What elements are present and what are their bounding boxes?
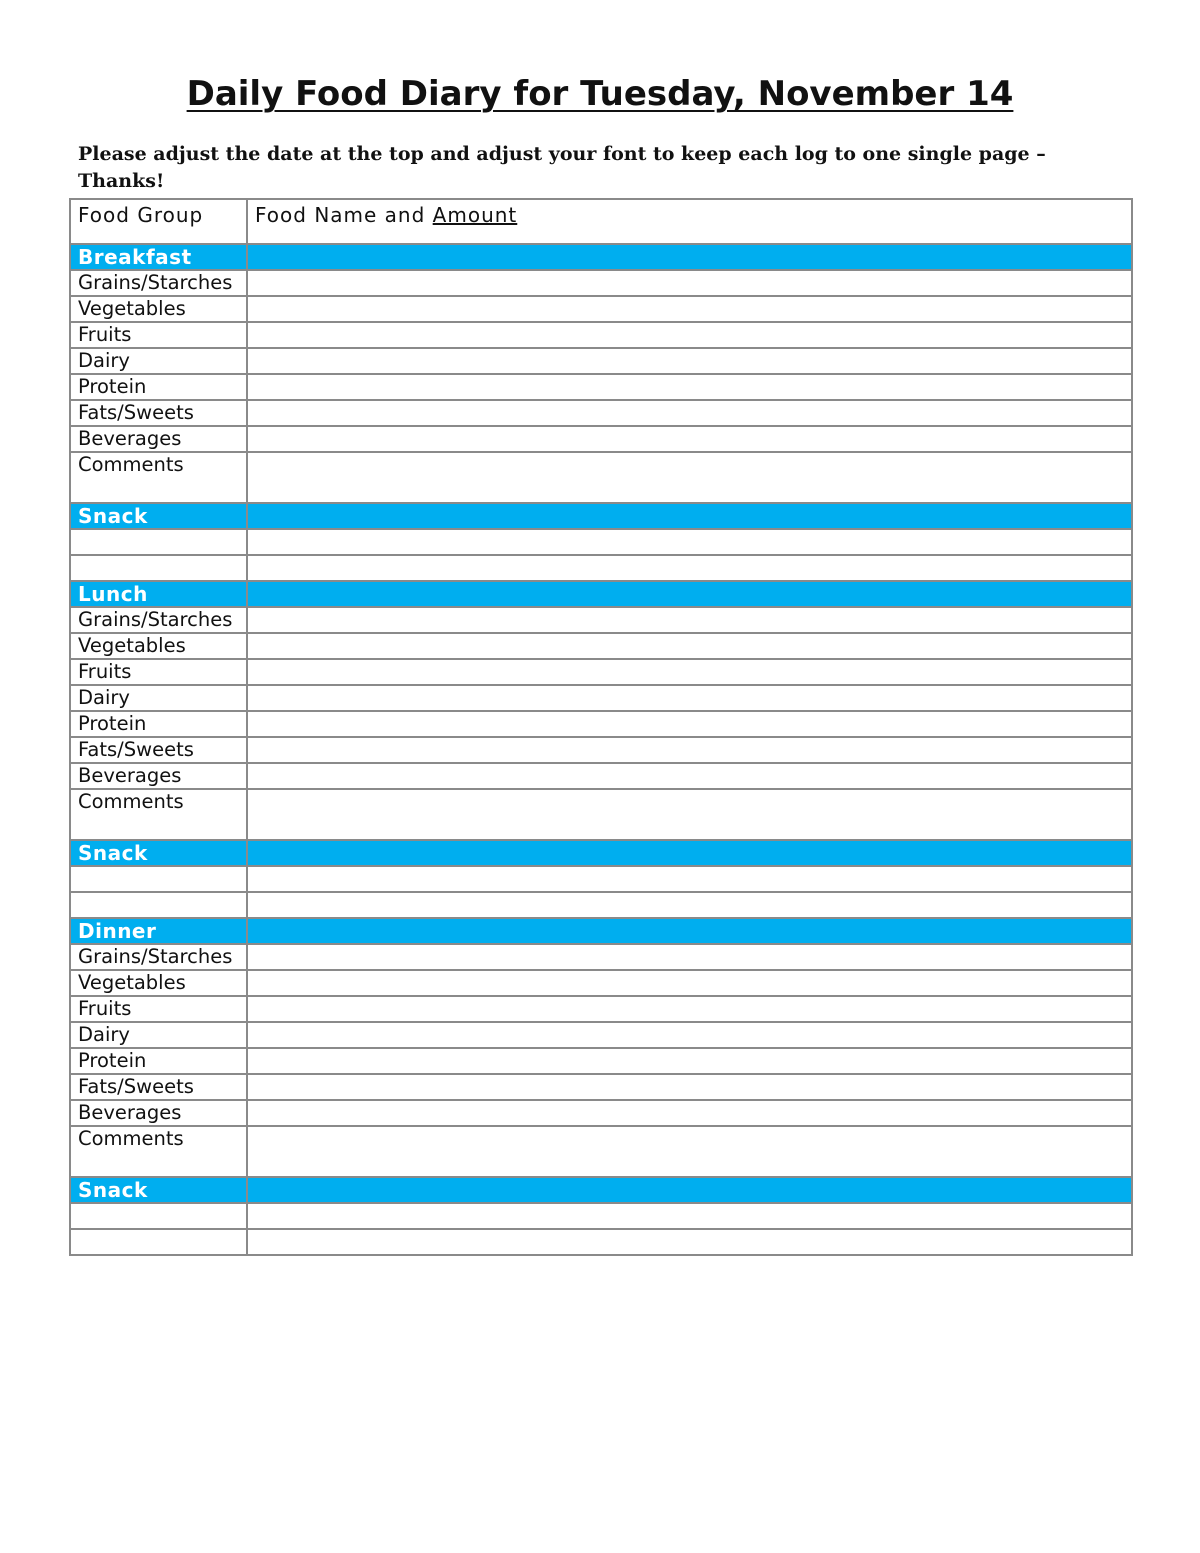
food-entry-cell[interactable] — [247, 400, 1132, 426]
comments-label: Comments — [70, 452, 247, 503]
table-row — [70, 944, 1132, 970]
table-row — [70, 1203, 1132, 1229]
section-label: Snack — [70, 1177, 247, 1203]
food-group-entry-cell[interactable] — [70, 866, 247, 892]
food-group-label: Beverages — [70, 426, 247, 452]
food-diary-table — [69, 198, 1133, 1256]
header-food-group: Food Group — [70, 199, 247, 244]
comments-entry-cell[interactable] — [247, 1126, 1132, 1177]
header-row — [70, 199, 1132, 244]
section-fill — [247, 244, 1132, 270]
comments-row — [70, 452, 1132, 503]
comments-row — [70, 789, 1132, 840]
table-row — [70, 529, 1132, 555]
section-dinner — [70, 918, 1132, 944]
food-entry-cell[interactable] — [247, 711, 1132, 737]
food-entry-cell[interactable] — [247, 296, 1132, 322]
section-fill — [247, 581, 1132, 607]
food-group-label: Fruits — [70, 322, 247, 348]
table-row — [70, 374, 1132, 400]
table-row — [70, 426, 1132, 452]
section-snack — [70, 1177, 1132, 1203]
food-group-label: Protein — [70, 374, 247, 400]
section-snack — [70, 840, 1132, 866]
food-entry-cell[interactable] — [247, 607, 1132, 633]
page-title: Daily Food Diary for Tuesday, November 14 — [186, 74, 1014, 114]
section-lunch — [70, 581, 1132, 607]
section-breakfast — [70, 244, 1132, 270]
section-fill — [247, 918, 1132, 944]
food-group-label: Dairy — [70, 1022, 247, 1048]
food-entry-cell[interactable] — [247, 996, 1132, 1022]
table-row — [70, 348, 1132, 374]
food-entry-cell[interactable] — [247, 866, 1132, 892]
header-food-name-amount — [247, 199, 1132, 244]
table-row — [70, 296, 1132, 322]
food-group-label: Grains/Starches — [70, 944, 247, 970]
food-group-label: Dairy — [70, 348, 247, 374]
header-food-name-label: Food Name and — [255, 203, 433, 227]
food-entry-cell[interactable] — [247, 270, 1132, 296]
food-group-entry-cell[interactable] — [70, 1203, 247, 1229]
food-group-entry-cell[interactable] — [70, 555, 247, 581]
food-group-label: Vegetables — [70, 633, 247, 659]
instruction-note: Please adjust the date at the top and adjust your font to keep each log to one single page – Thanks! — [78, 143, 1046, 192]
comments-label: Comments — [70, 789, 247, 840]
table-row — [70, 1100, 1132, 1126]
table-row — [70, 866, 1132, 892]
food-group-label: Vegetables — [70, 296, 247, 322]
food-group-label: Protein — [70, 711, 247, 737]
table-row — [70, 711, 1132, 737]
food-entry-cell[interactable] — [247, 1022, 1132, 1048]
comments-entry-cell[interactable] — [247, 452, 1132, 503]
food-entry-cell[interactable] — [247, 633, 1132, 659]
table-row — [70, 970, 1132, 996]
food-entry-cell[interactable] — [247, 1100, 1132, 1126]
section-label: Dinner — [70, 918, 247, 944]
table-row — [70, 1074, 1132, 1100]
section-label: Snack — [70, 840, 247, 866]
table-row — [70, 737, 1132, 763]
food-entry-cell[interactable] — [247, 529, 1132, 555]
food-group-label: Fats/Sweets — [70, 400, 247, 426]
section-fill — [247, 1177, 1132, 1203]
table-row — [70, 892, 1132, 918]
table-row — [70, 685, 1132, 711]
table-row — [70, 1229, 1132, 1255]
food-group-label: Dairy — [70, 685, 247, 711]
table-row — [70, 322, 1132, 348]
food-entry-cell[interactable] — [247, 685, 1132, 711]
comments-entry-cell[interactable] — [247, 789, 1132, 840]
food-entry-cell[interactable] — [247, 944, 1132, 970]
food-entry-cell[interactable] — [247, 374, 1132, 400]
food-group-entry-cell[interactable] — [70, 529, 247, 555]
food-group-entry-cell[interactable] — [70, 1229, 247, 1255]
food-group-label: Fats/Sweets — [70, 737, 247, 763]
table-row — [70, 659, 1132, 685]
food-entry-cell[interactable] — [247, 892, 1132, 918]
comments-label: Comments — [70, 1126, 247, 1177]
food-group-label: Vegetables — [70, 970, 247, 996]
food-entry-cell[interactable] — [247, 1074, 1132, 1100]
table-row — [70, 400, 1132, 426]
table-row — [70, 1048, 1132, 1074]
food-group-label: Protein — [70, 1048, 247, 1074]
section-label: Lunch — [70, 581, 247, 607]
food-group-label: Fruits — [70, 996, 247, 1022]
table-row — [70, 270, 1132, 296]
section-fill — [247, 840, 1132, 866]
table-row — [70, 1022, 1132, 1048]
food-group-label: Grains/Starches — [70, 270, 247, 296]
comments-row — [70, 1126, 1132, 1177]
table-row — [70, 607, 1132, 633]
food-entry-cell[interactable] — [247, 1229, 1132, 1255]
food-entry-cell[interactable] — [247, 1048, 1132, 1074]
table-row — [70, 633, 1132, 659]
food-group-label: Fats/Sweets — [70, 1074, 247, 1100]
food-entry-cell[interactable] — [247, 348, 1132, 374]
section-label: Snack — [70, 503, 247, 529]
food-entry-cell[interactable] — [247, 970, 1132, 996]
food-entry-cell[interactable] — [247, 1203, 1132, 1229]
section-label: Breakfast — [70, 244, 247, 270]
food-entry-cell[interactable] — [247, 737, 1132, 763]
header-amount-label: Amount — [432, 203, 518, 227]
table-row — [70, 555, 1132, 581]
food-group-label: Beverages — [70, 1100, 247, 1126]
section-snack — [70, 503, 1132, 529]
food-group-entry-cell[interactable] — [70, 892, 247, 918]
food-entry-cell[interactable] — [247, 659, 1132, 685]
food-entry-cell[interactable] — [247, 763, 1132, 789]
table-row — [70, 763, 1132, 789]
food-group-label: Grains/Starches — [70, 607, 247, 633]
food-entry-cell[interactable] — [247, 322, 1132, 348]
food-entry-cell[interactable] — [247, 555, 1132, 581]
food-group-label: Fruits — [70, 659, 247, 685]
food-entry-cell[interactable] — [247, 426, 1132, 452]
table-row — [70, 996, 1132, 1022]
food-group-label: Beverages — [70, 763, 247, 789]
section-fill — [247, 503, 1132, 529]
